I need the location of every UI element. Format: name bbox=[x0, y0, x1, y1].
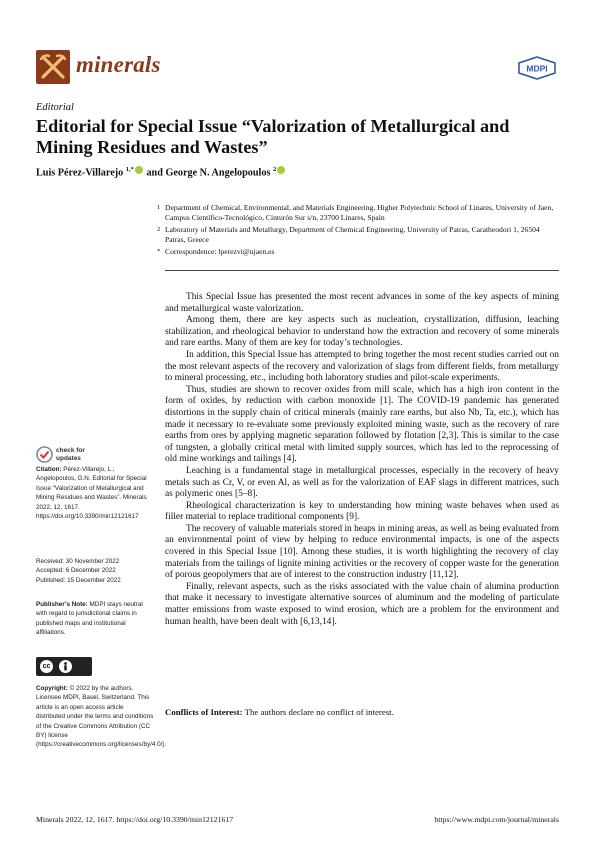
check-label: check for bbox=[56, 447, 85, 454]
accepted-date: Accepted: 6 December 2022 bbox=[36, 567, 116, 575]
citation-block bbox=[36, 465, 154, 521]
paragraph: In addition, this Special Issue has attempted to bring together the most recent studies carried out on the most relevant aspects of the recovery and valorization of slags from different fields, from metallurgy to mineral processing, etc., including both laboratory studies and pilot-scale experiments. bbox=[165, 349, 559, 384]
conflicts-statement bbox=[165, 707, 394, 717]
main-text bbox=[165, 292, 559, 628]
copyright-label: Copyright: bbox=[36, 685, 68, 692]
affiliation: 1 Department of Chemical, Environmental, and Materials Engineering, Higher Polytechnic School of Linares, University of Jaen, Campus Científico-Tecnológico, Cinturón Sur s/n, 23700 Linares, Spain bbox=[157, 203, 554, 223]
author-list bbox=[36, 166, 286, 178]
copyright-text: © 2022 by the authors. Licensee MDPI, Basel, Switzerland. This article is an open access article distributed under the terms and conditions of the Creative Commons Attribution (CC BY) license (https://creativecommons.org/licenses/by/4.0/). bbox=[36, 685, 167, 749]
author-name[interactable]: George N. Angelopoulos bbox=[165, 167, 271, 179]
paragraph: Finally, relevant aspects, such as the risks associated with the value chain of alumina production that make it necessary to investigate alternative sources of aluminum and the modeling of particulate matter emissions from waste exposed to wind erosion, which are a problem for the environment and human health, have been dealt with [6,13,14]. bbox=[165, 581, 559, 627]
journal-name: minerals bbox=[76, 52, 161, 77]
author-conjunction: and bbox=[146, 167, 163, 179]
citation-label: Citation: bbox=[36, 466, 62, 473]
affiliation: 2 Laboratory of Materials and Metallurgy, Department of Chemical Engineering, University of Patras, Caratheodori 1, 26504 Patras, Greece bbox=[157, 225, 540, 245]
paragraph: The recovery of valuable materials stored in heaps in mining areas, as well as being evaluated from an environmental point of view by helping to reduce environmental impacts, is one of the aspects covered in this Special Issue [10]. Among these studies, it is worth highlighting the recovery of clay materials from the tailings of lignite mining activities or the recovery of copper waste for the generation of porous geopolymers that are of interest to the construction industry [11,12]. bbox=[165, 523, 559, 581]
orcid-icon[interactable] bbox=[135, 166, 143, 174]
publisher-note bbox=[36, 600, 154, 638]
citation-text[interactable]: Pérez-Villarejo, L.; Angelopoulos, G.N. Editorial for Special Issue “Valorization of Metallurgical and Mining Residues and Wastes”. Minerals 2022, 12, 1617. https://doi.org/10.3390/min12121617 bbox=[36, 466, 147, 521]
note-text: MDPI stays neutral with regard to jurisdictional claims in published maps and institutional affiliations. bbox=[36, 601, 143, 637]
paragraph: Thus, studies are shown to recover oxides from mill scale, which has a high iron content in the form of oxides, by reduction with carbon monoxide [1]. The COVID-19 pandemic has generated distortions in the supply chain of critical minerals (mainly rare earths, but also Nb, Ta, etc.), which has made it necessary to re-evaluate some previously exploited mining waste, such as the recovery of rare earths from ores by applying magnetic separation followed by flotation [2,3]. This is similar to the case of tungsten, a globally critical metal with limited supply sources, which has led to the reprocessing of old mine workings and tailings [4]. bbox=[165, 384, 559, 465]
section-divider bbox=[165, 270, 559, 271]
paragraph: Leaching is a fundamental stage in metallurgical processes, especially in the recovery of heavy metals such as Cr, V, or even Al, as well as for the valorization of EAF slags in different matrices, such as polymeric ones [5–8]. bbox=[165, 465, 559, 500]
by-icon bbox=[58, 659, 73, 674]
footer-journal-url[interactable]: https://www.mdpi.com/journal/minerals bbox=[434, 815, 559, 824]
footer-citation[interactable]: Minerals 2022, 12, 1617. https://doi.org/10.3390/min12121617 bbox=[36, 815, 234, 824]
orcid-icon[interactable] bbox=[277, 166, 285, 174]
dates-block bbox=[36, 557, 154, 585]
conflicts-text: The authors declare no conflict of interest. bbox=[244, 707, 394, 717]
page-footer bbox=[36, 815, 559, 824]
svg-text:MDPI: MDPI bbox=[526, 63, 548, 74]
paragraph: Rheological characterization is key to understanding how mining waste behaves when used as filler material to replace traditional components [9]. bbox=[165, 500, 559, 523]
correspondence: * Correspondence: lperezvi@ujaen.es bbox=[157, 247, 275, 256]
check-label: updates bbox=[56, 454, 81, 462]
note-label: Publisher’s Note: bbox=[36, 601, 88, 608]
cc-icon: cc bbox=[39, 659, 54, 674]
check-for-updates-button[interactable] bbox=[36, 446, 85, 463]
cc-by-license-badge[interactable] bbox=[36, 657, 92, 676]
author-name[interactable]: Luis Pérez-Villarejo bbox=[36, 167, 124, 179]
journal-logo bbox=[36, 50, 70, 84]
copyright-block bbox=[36, 684, 167, 750]
document-type: Editorial bbox=[36, 102, 74, 113]
check-updates-icon bbox=[36, 446, 53, 463]
author-affiliation-mark: 2 bbox=[272, 166, 277, 173]
paper-title: Editorial for Special Issue “Valorization of Metallurgical and Mining Residues and Wastes” bbox=[36, 116, 510, 157]
paragraph: This Special Issue has presented the most recent advances in some of the key aspects of mining and metallurgical waste valorization. bbox=[165, 292, 559, 314]
mdpi-logo bbox=[517, 56, 557, 80]
conflicts-label: Conflicts of Interest: bbox=[165, 707, 243, 717]
author-affiliation-mark: 1,* bbox=[125, 166, 134, 173]
paragraph: Among them, there are key aspects such as nucleation, crystallization, diffusion, leaching stabilization, and rheological behavior to understand how the extraction and recovery of some minerals and rare earths. Many of them are key for today’s technologies. bbox=[165, 315, 559, 349]
received-date: Received: 30 November 2022 bbox=[36, 558, 120, 565]
published-date: Published: 15 December 2022 bbox=[36, 576, 121, 584]
